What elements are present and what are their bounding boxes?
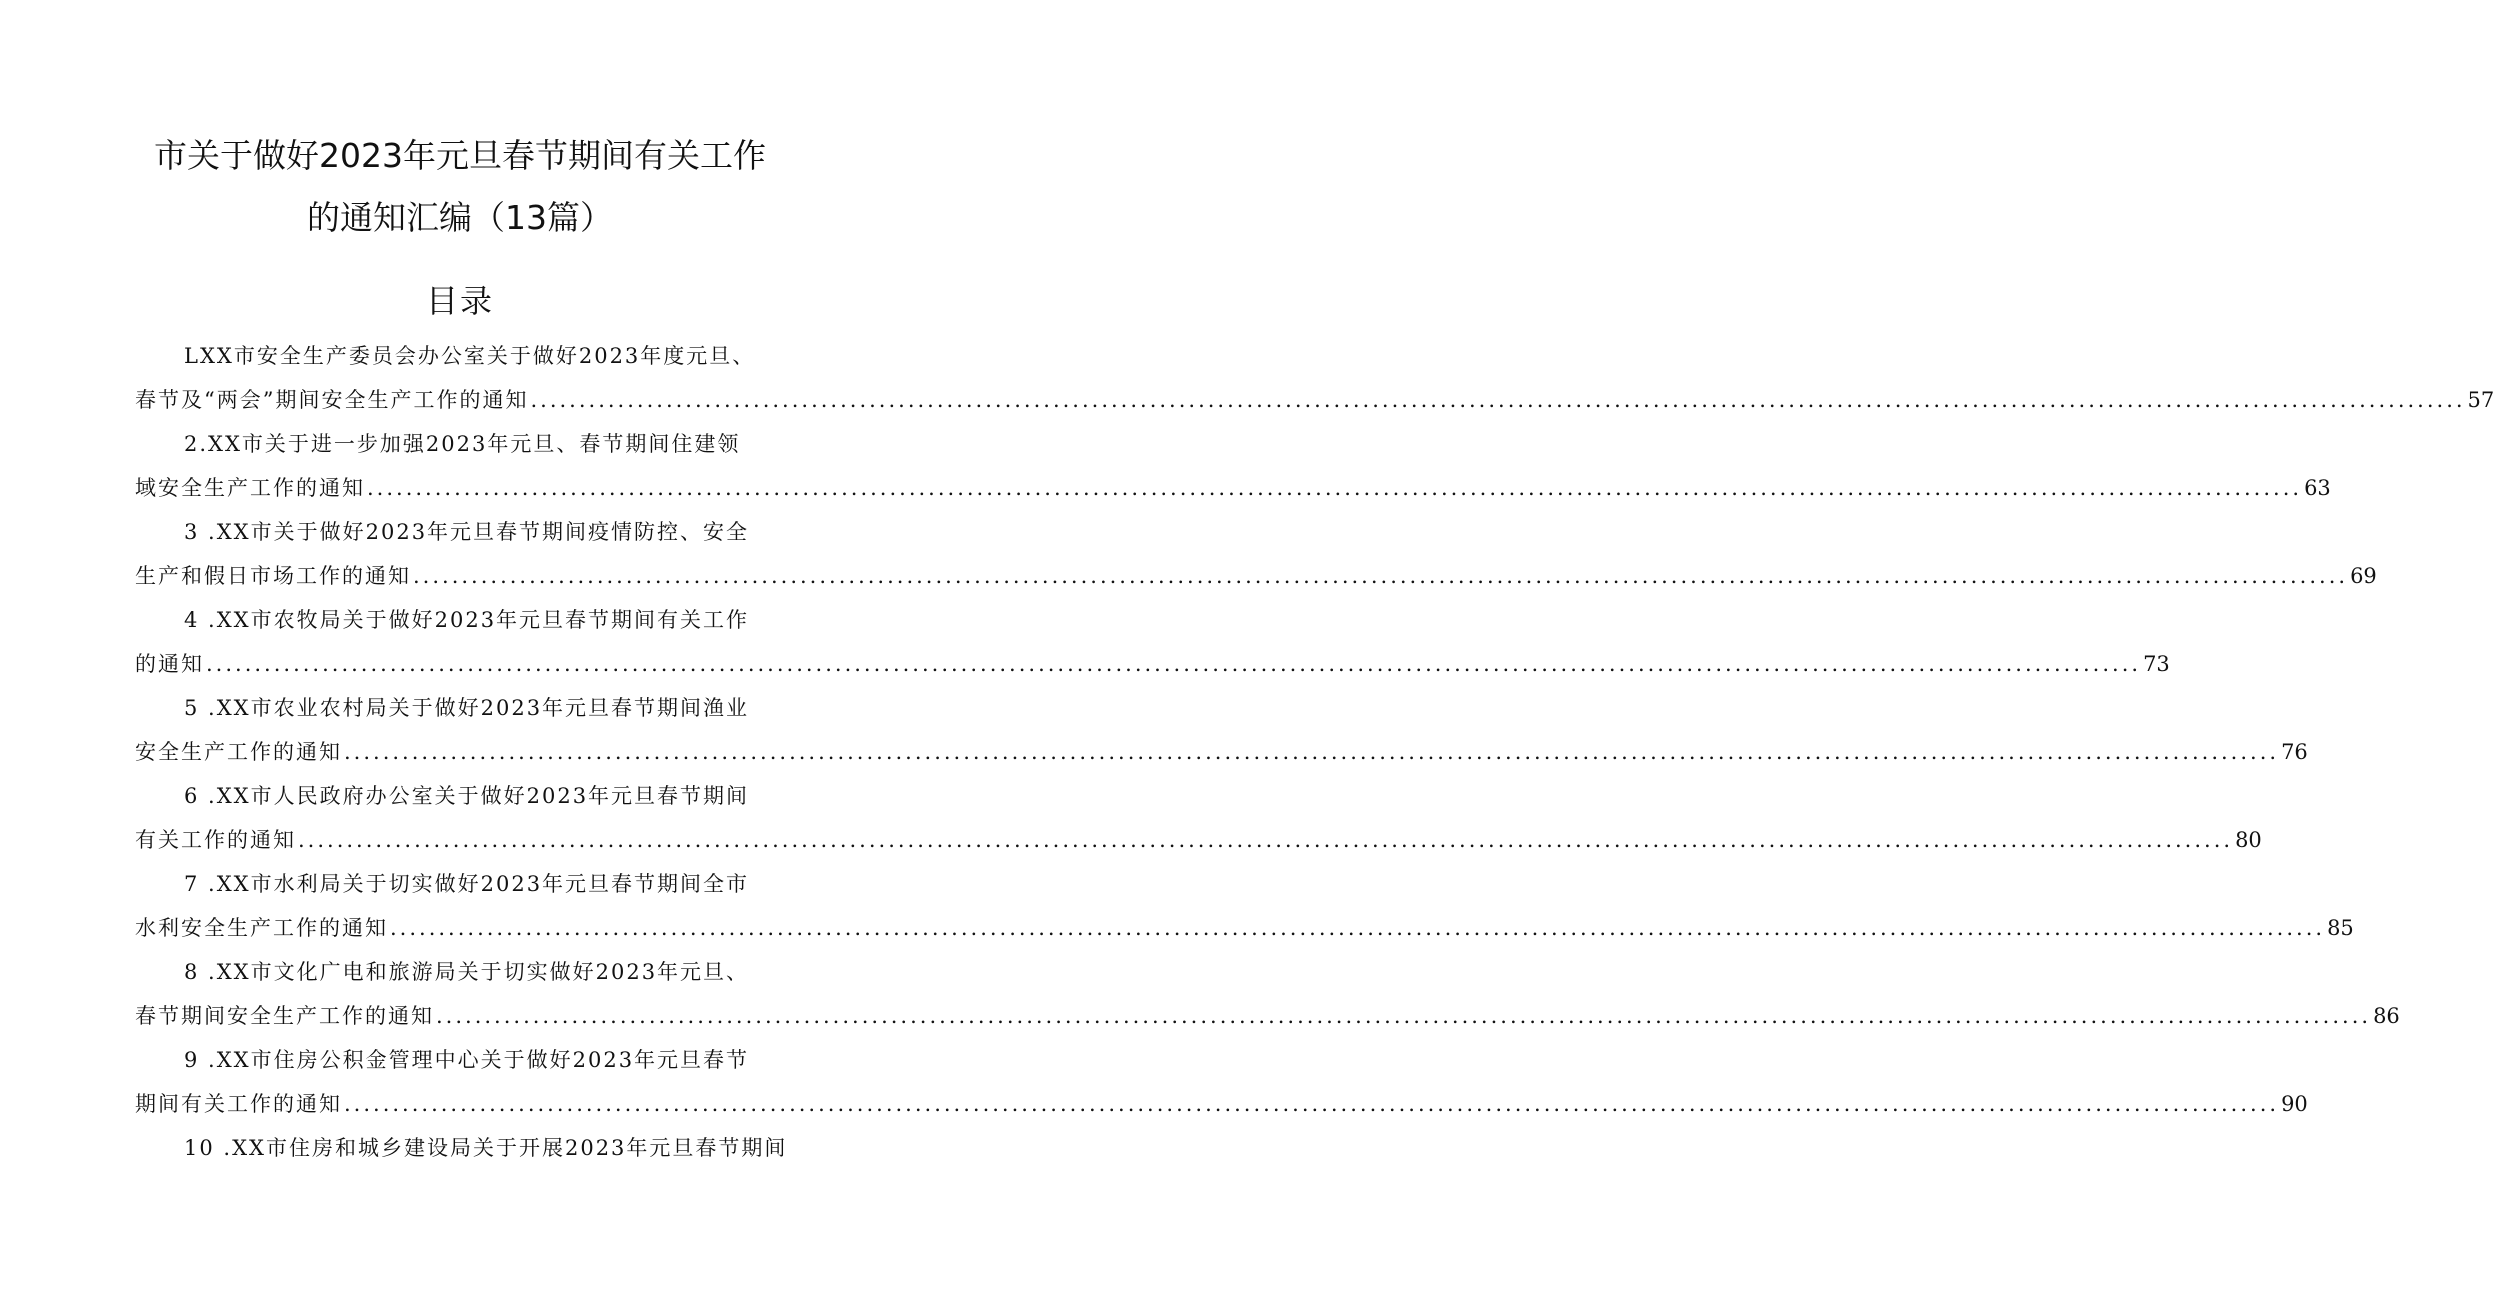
toc-page-number: 69 [2350,564,2377,588]
toc-page-number: 57 [2467,388,2494,412]
toc-page-number: 90 [2281,1092,2308,1116]
toc-entry-line-1[interactable]: 2.XX市关于进一步加强2023年元旦、春节期间住建领 [184,432,741,456]
toc-page-number: 76 [2281,740,2308,764]
toc-page-number: 80 [2235,828,2262,852]
document-title-line-2: 的通知汇编（13篇） [307,198,613,237]
document-title-line-1: 市关于做好2023年元旦春节期间有关工作 [154,136,766,175]
toc-entry-line-2[interactable] [135,826,2262,854]
toc-heading: 目录 [425,282,494,320]
toc-dot-leader: ........................................................................................................................................................................................................ [367,476,2303,500]
toc-dot-leader: ........................................................................................................................................................................................................ [298,828,2234,852]
toc-page-number: 63 [2304,476,2331,500]
toc-entry-text: 春节期间安全生产工作的通知 [135,1004,434,1028]
toc-dot-leader: ........................................................................................................................................................................................................ [344,740,2280,764]
toc-entry-text: 有关工作的通知 [135,828,296,852]
toc-page-number: 86 [2373,1004,2400,1028]
toc-dot-leader: ........................................................................................................................................................................................................ [344,1092,2280,1116]
toc-entry-line-1[interactable]: 6 .XX市人民政府办公室关于做好2023年元旦春节期间 [184,784,750,808]
toc-page-number: 73 [2143,652,2170,676]
toc-entry-text: 域安全生产工作的通知 [135,476,365,500]
toc-entry-line-2[interactable] [135,650,2170,678]
toc-entry-text: 水利安全生产工作的通知 [135,916,388,940]
toc-entry-text: 生产和假日市场工作的通知 [135,564,411,588]
toc-entry-line-2[interactable] [135,386,2494,414]
toc-entry-line-1[interactable]: 3 .XX市关于做好2023年元旦春节期间疫情防控、安全 [184,520,750,544]
toc-entry-line-2[interactable] [135,474,2331,502]
toc-entry-line-2[interactable] [135,914,2354,942]
toc-entry-line-1[interactable]: 5 .XX市农业农村局关于做好2023年元旦春节期间渔业 [184,696,750,720]
toc-entry-line-1[interactable]: 7 .XX市水利局关于切实做好2023年元旦春节期间全市 [184,872,750,896]
toc-entry-line-1[interactable]: 10 .XX市住房和城乡建设局关于开展2023年元旦春节期间 [184,1136,788,1160]
toc-dot-leader: ........................................................................................................................................................................................................ [530,388,2466,412]
toc-entry-text: 安全生产工作的通知 [135,740,342,764]
toc-dot-leader: ........................................................................................................................................................................................................ [436,1004,2372,1028]
toc-entry-line-1[interactable]: 4 .XX市农牧局关于做好2023年元旦春节期间有关工作 [184,608,750,632]
toc-entry-line-2[interactable] [135,738,2308,766]
toc-entry-line-1[interactable]: 8 .XX市文化广电和旅游局关于切实做好2023年元旦、 [184,960,750,984]
toc-entry-text: 的通知 [135,652,204,676]
toc-entry-text: 春节及“两会”期间安全生产工作的通知 [135,388,529,412]
toc-page-number: 85 [2327,916,2354,940]
toc-entry-line-1[interactable]: LXX市安全生产委员会办公室关于做好2023年度元旦、 [184,344,756,368]
toc-dot-leader: ........................................................................................................................................................................................................ [413,564,2349,588]
toc-entry-line-1[interactable]: 9 .XX市住房公积金管理中心关于做好2023年元旦春节 [184,1048,750,1072]
toc-entry-line-2[interactable] [135,1002,2400,1030]
toc-dot-leader: ........................................................................................................................................................................................................ [206,652,2142,676]
toc-entry-text: 期间有关工作的通知 [135,1092,342,1116]
toc-dot-leader: ........................................................................................................................................................................................................ [390,916,2326,940]
toc-entry-line-2[interactable] [135,1090,2308,1118]
toc-entry-line-2[interactable] [135,562,2377,590]
